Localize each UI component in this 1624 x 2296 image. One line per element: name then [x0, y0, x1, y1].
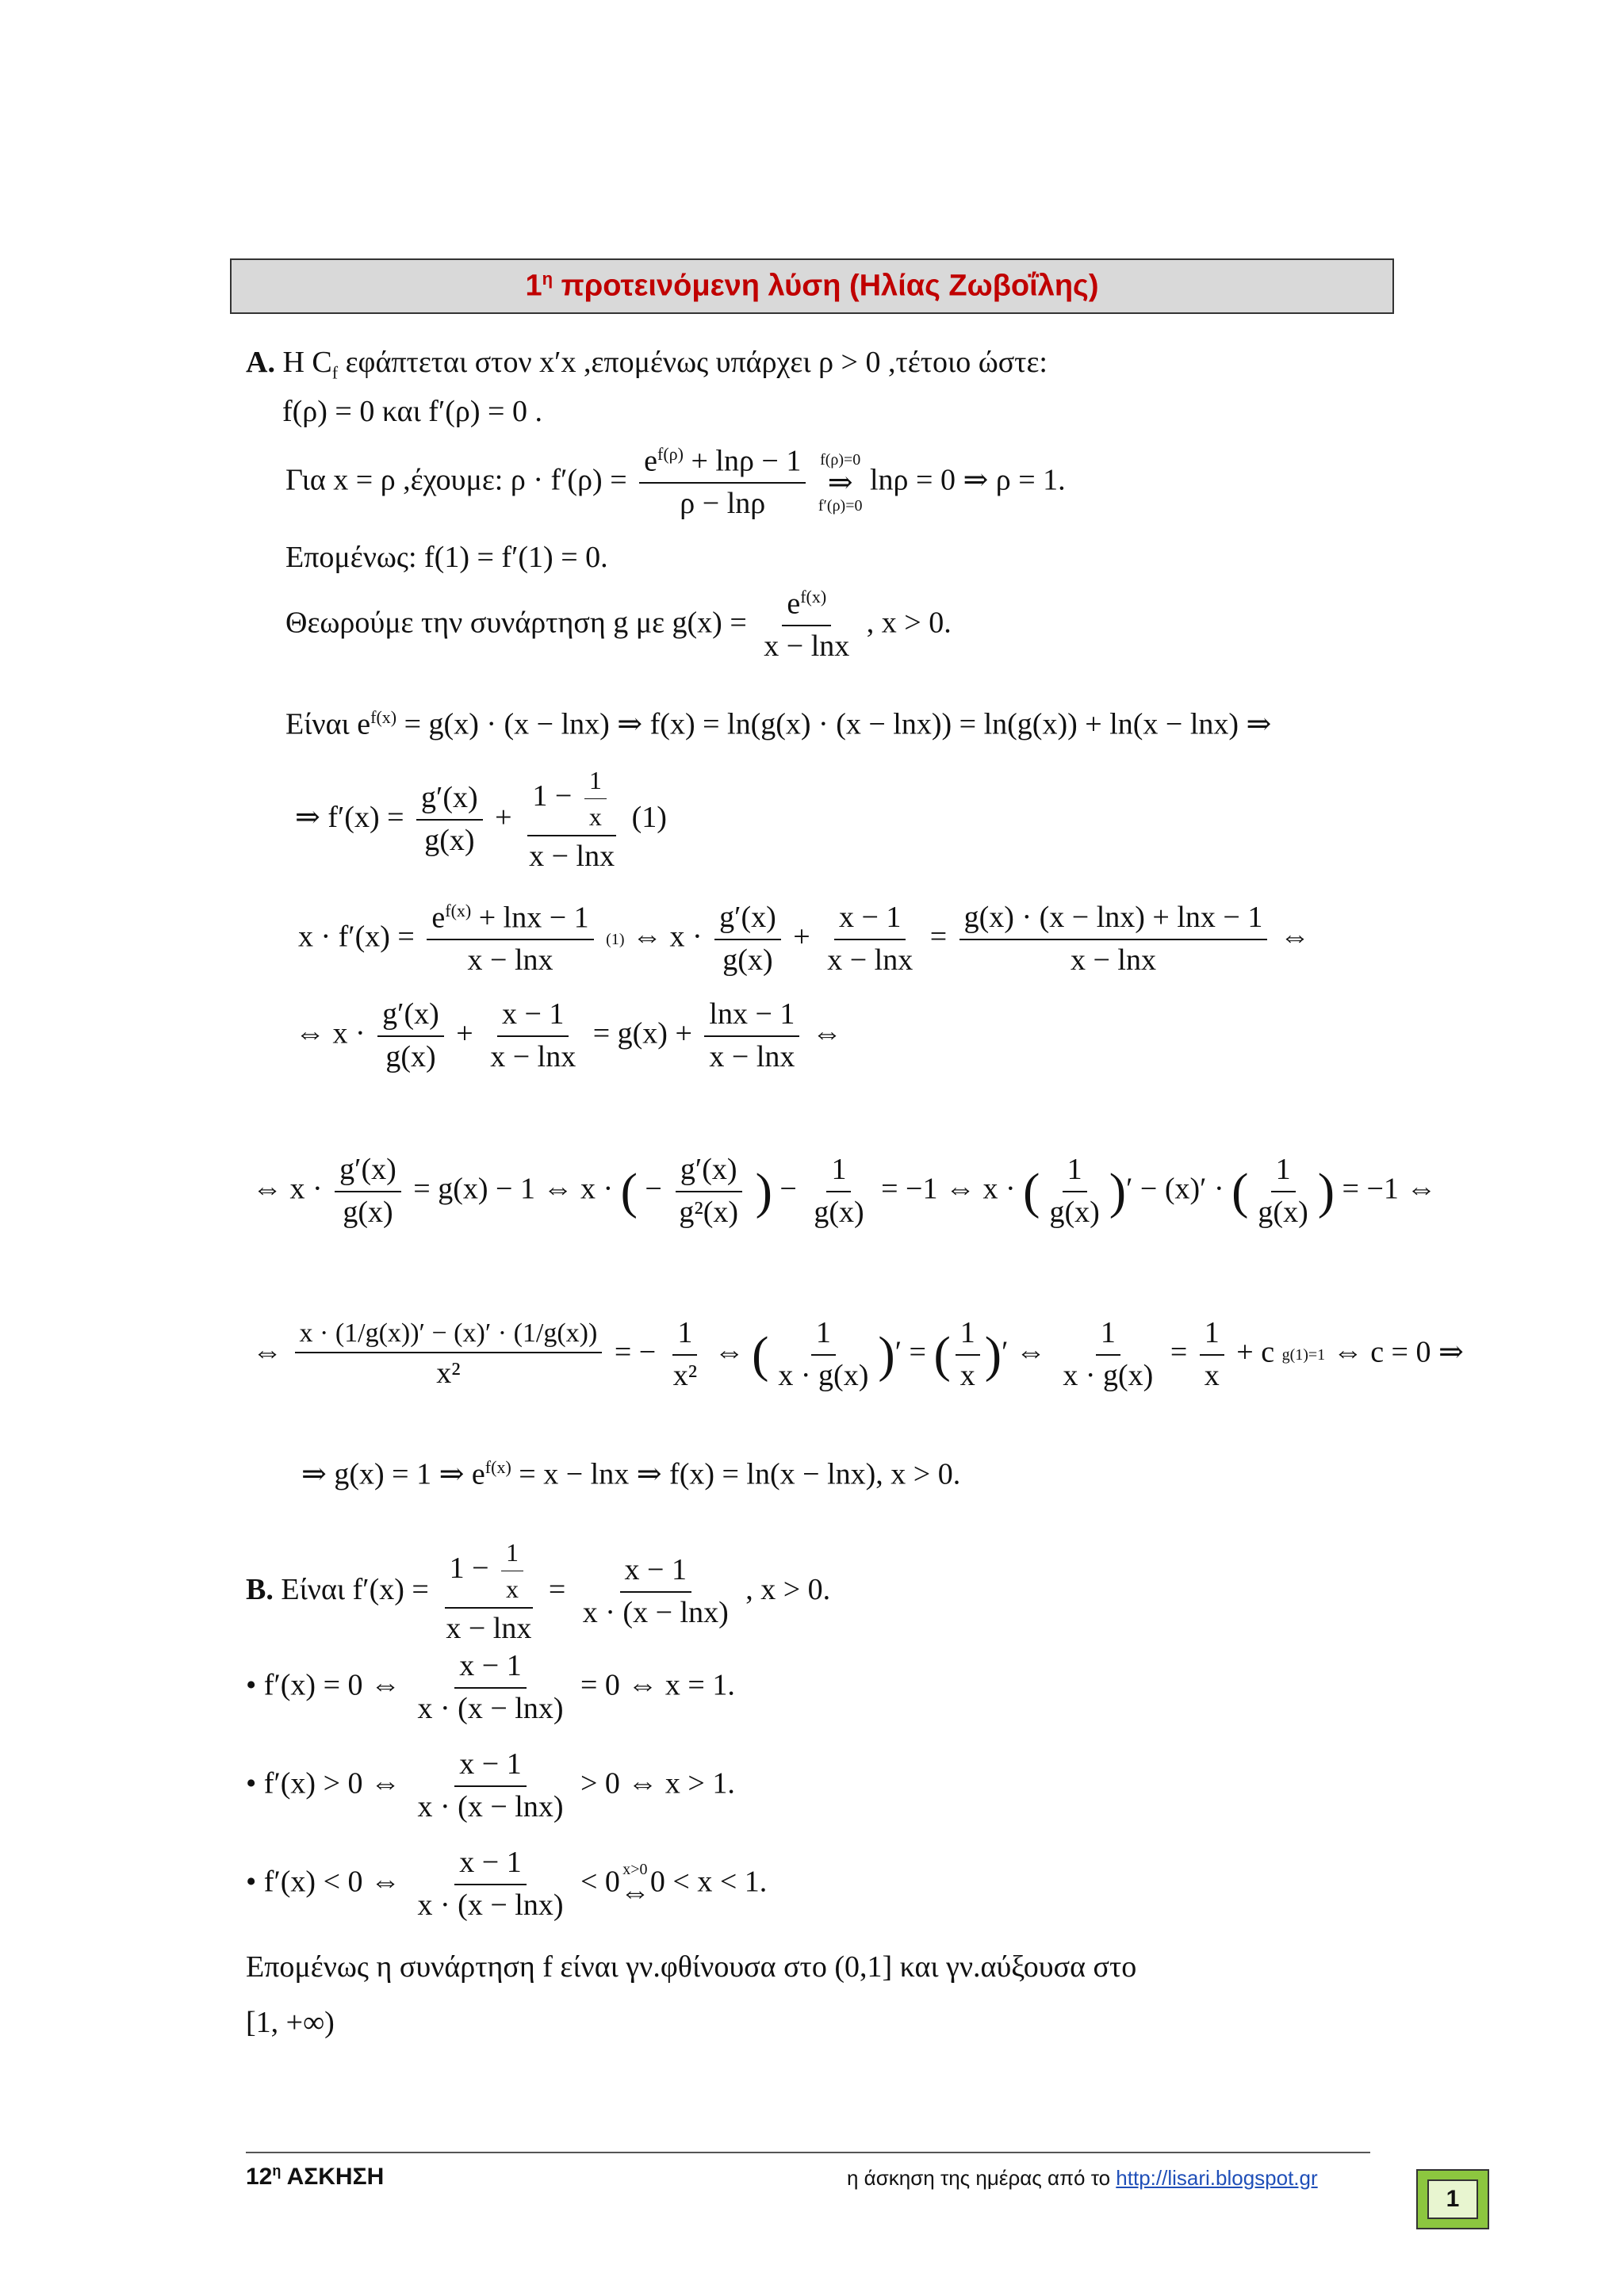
part-b-bullet-3: • f′(x) < 0 ⇔ $\frac{x - 1}{x \cdot (x - \ln x)}$ < 0 x>0 ⇔ 0 < x < 1.	[246, 1846, 768, 1922]
solution-title-box	[230, 258, 1394, 314]
page-number-box	[1416, 2169, 1489, 2229]
part-a-line-8: x · f′(x) = $\frac{e^{f(x)} + \ln x - 1}{x - \ln x}$ (1) ⇔ x · $\frac{g'(x)}{g(x)}$ + $\frac{x - 1}{x - \ln x}$ = $\frac{g(x) \cdot (x - \ln x) + \ln x - 1}{x - \ln x}$ ⇔	[298, 901, 1310, 978]
fraction: 1 − $\frac{1}{x}$ x − lnx	[446, 1538, 532, 1645]
part-b-conclusion-1: Επομένως η συνάρτηση f είναι γν.φθίνουσα στο (0,1] και γν.αύξουσα στο	[246, 1950, 1137, 1984]
fraction: $\frac{g'(x)}{\text{g²(x)}}$	[674, 1153, 743, 1230]
part-a-line-4: Επομένως: f(1) = f′(1) = 0.	[285, 541, 608, 574]
fraction: $\frac{1}{x}$	[1200, 1316, 1224, 1393]
equivalence-with-condition: x>0 ⇔	[619, 1860, 650, 1909]
fraction: $\frac{g'(x)}{g(x)}$	[377, 997, 444, 1074]
equivalence-with-condition: g(1)=1	[1281, 1345, 1326, 1364]
part-a-line-10: ⇔ x · $\frac{g'(x)}{g(x)}$ = g(x) − 1 ⇔ x · ( − $\frac{g'(x)}{\text{g²(x)}}$ ) − $\frac{1}{g(x)}$ = −1 ⇔ x · ( $\frac{1}{g(x)}$ )′ − (x)′ · ( $\frac{1}{g(x)}$ ) = −1 ⇔	[252, 1153, 1437, 1229]
fraction: $\frac{1}{\text{x²}}$	[672, 1316, 698, 1392]
fraction: $\frac{1}{x}$	[956, 1316, 980, 1393]
fraction: $\frac{x - 1}{x \cdot (x - \ln x)}$	[417, 1747, 564, 1823]
fraction: $\frac{1}{x \cdot g(x)}$	[778, 1316, 869, 1392]
fraction: $\frac{g'(x)}{g(x)}$	[416, 781, 483, 858]
fraction: $\frac{e^{f(x)} + \ln x - 1}{x - \ln x}$	[427, 901, 593, 978]
footer-link[interactable]: http://lisari.blogspot.gr	[1116, 2166, 1318, 2190]
part-a-line-2: f(ρ) = 0 και f′(ρ) = 0 .	[282, 395, 542, 428]
part-a-line-3: Για x = ρ ,έχουμε: ρ · f′(ρ) = $\frac{e^{f(\rho)} + \ln\rho - 1}{\rho - \ln\rho}$ f(ρ)=0 ⇒ f′(ρ)=0 lnρ = 0 ⇒ ρ = 1.	[285, 444, 1066, 521]
fraction: $\frac{x - 1}{x \cdot (x - \ln x)}$	[417, 1846, 564, 1922]
fraction: $\frac{x - 1}{x - \ln x}$	[490, 997, 576, 1073]
fraction: $\frac{x - 1}{x \cdot (x - \ln x)}$	[417, 1649, 564, 1725]
part-a-line-7: ⇒ f′(x) = $\frac{g'(x)}{g(x)}$ + 1 − $\frac{1}{x}$ x − lnx (1)	[295, 766, 667, 873]
fraction: $\frac{e^{f(x)}}{x - \ln x}$	[764, 587, 850, 664]
part-b-bullet-2: • f′(x) > 0 ⇔ $\frac{x - 1}{x \cdot (x - \ln x)}$ > 0 ⇔ x > 1.	[246, 1747, 735, 1823]
solution-title: $1^\eta$ προτεινόμενη λύση (Ηλίας Ζωβοΐλης)	[525, 269, 1099, 303]
fraction: $\frac{g(x) \cdot (x - \ln x) + \ln x - 1}{x - \ln x}$	[959, 901, 1268, 978]
implies-with-conditions: f(ρ)=0 ⇒ f′(ρ)=0	[818, 451, 863, 515]
part-b-bullet-1: • f′(x) = 0 ⇔ $\frac{x - 1}{x \cdot (x - \ln x)}$ = 0 ⇔ x = 1.	[246, 1649, 735, 1725]
fraction: $\frac{1}{g(x)}$	[1049, 1153, 1100, 1229]
fraction: $\frac{1}{g(x)}$	[1258, 1153, 1308, 1229]
fraction: $\frac{x \cdot (1/g(x))' - (x)' \cdot (1/g(x))}{\text{x²}}$	[295, 1318, 603, 1391]
footer-source: η άσκηση της ημέρας από το http://lisari.blogspot.gr	[847, 2166, 1318, 2190]
fraction: $\frac{e^{f(\rho)} + \ln\rho - 1}{\rho - \ln\rho}$	[639, 444, 806, 522]
fraction: $\frac{g'(x)}{g(x)}$	[335, 1153, 401, 1230]
fraction: $\frac{1}{g(x)}$	[814, 1153, 864, 1229]
footer-divider	[246, 2152, 1370, 2153]
part-a-line-9: ⇔ x · $\frac{g'(x)}{g(x)}$ + $\frac{x - 1}{x - \ln x}$ = g(x) + $\frac{\ln x - 1}{x - \ln x}$ ⇔	[295, 997, 842, 1073]
equivalence-with-ref: (1)	[606, 931, 625, 949]
fraction: $\frac{1}{x \cdot g(x)}$	[1063, 1316, 1154, 1392]
part-a-line-1: Α. Η $C_f$ εφάπτεται στον x′x ,επομένως υπάρχει ρ > 0 ,τέτοιο ώστε:	[246, 346, 1048, 383]
fraction: 1 − $\frac{1}{x}$ x − lnx	[529, 766, 615, 873]
part-a-line-11: ⇔ $\frac{x \cdot (1/g(x))' - (x)' \cdot (1/g(x))}{\text{x²}}$ = − $\frac{1}{\text{x²}}$ ⇔ ( $\frac{1}{x \cdot g(x)}$ )′ = ( $\frac{1}{x}$ )′ ⇔ $\frac{1}{x \cdot g(x)}$ = $\frac{1}{x}$ + c g(1)=1 ⇔ c = 0 ⇒	[252, 1316, 1464, 1392]
footer-exercise-label: $12^\eta$ ΑΣΚΗΣΗ	[246, 2163, 385, 2190]
page-number: 1	[1427, 2179, 1478, 2219]
fraction: $\frac{\ln x - 1}{x - \ln x}$	[704, 997, 799, 1074]
fraction: $\frac{g'(x)}{g(x)}$	[714, 901, 781, 978]
part-b-line-1: Β. Είναι f′(x) = 1 − $\frac{1}{x}$ x − lnx = $\frac{x - 1}{x \cdot (x - \ln x)}$ , x > 0.	[246, 1538, 831, 1645]
part-a-line-12: ⇒ g(x) = 1 ⇒ $e^{f(x)} = x - \ln x$ ⇒ f(x) = ln(x − lnx), x > 0.	[301, 1457, 961, 1491]
fraction: $\frac{x - 1}{x \cdot (x - \ln x)}$	[582, 1553, 729, 1630]
part-a-line-6: Είναι $e^{f(x)} = g(x) \cdot (x - \ln x)$ ⇒ f(x) = ln(g(x) · (x − lnx)) = ln(g(x)) + ln(x − lnx) ⇒	[285, 707, 1272, 741]
fraction: $\frac{x - 1}{x - \ln x}$	[827, 901, 914, 978]
part-a-line-5: Θεωρούμε την συνάρτηση g με g(x) = $\frac{e^{f(x)}}{x - \ln x}$ , x > 0.	[285, 587, 952, 664]
part-b-conclusion-2: [1, +∞)	[246, 2006, 335, 2039]
